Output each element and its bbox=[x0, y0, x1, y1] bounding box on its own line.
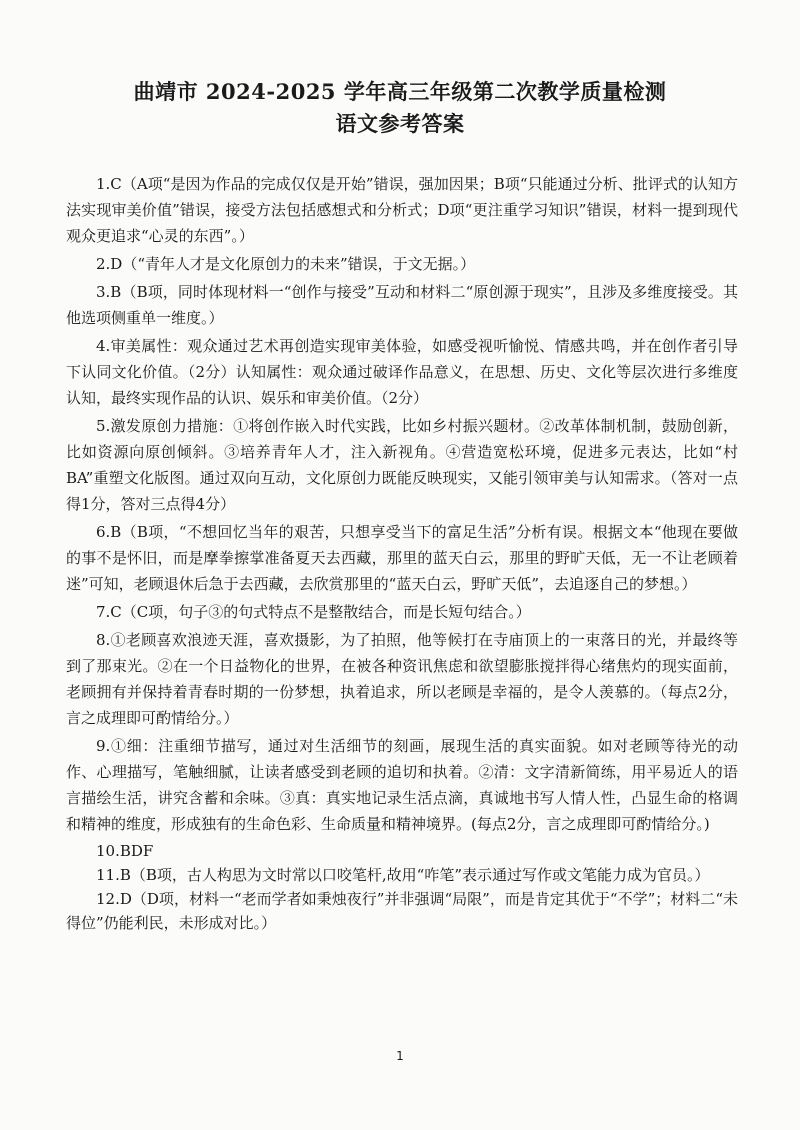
answer-item-8: 8.①老顾喜欢浪迹天涯，喜欢摄影，为了拍照，他等候打在寺庙顶上的一束落日的光，并最终等到了那束光。②在一个日益物化的世界，在被各种资讯焦虑和欲望膨胀搅拌得心绪焦灼的现实面前，老顾拥有并保持着青春时期的一份梦想，执着追求，所以老顾是幸福的，是令人羡慕的。（每点2分，言之成理即可酌情给分。） bbox=[66, 631, 738, 727]
document-title: 曲靖市 2024-2025 学年高三年级第二次教学质量检测 bbox=[133, 79, 667, 104]
answer-item-3: 3.B（B项，同时体现材料一“创作与接受”互动和材料二“原创源于现实”，且涉及多维度接受。其他选项侧重单一维度。） bbox=[66, 283, 738, 327]
answer-item-5: 5.激发原创力措施：①将创作嵌入时代实践，比如乡村振兴题材。②改革体制机制，鼓励创新，比如资源向原创倾斜。③培养青年人才，注入新视角。④营造宽松环境，促进多元表达，比如“村BA”重塑文化版图。通过双向互动，文化原创力既能反映现实，又能引领审美与认知需求。（答对一点得1分，答对三点得4分） bbox=[66, 417, 738, 513]
page-number: 1 bbox=[396, 1049, 404, 1063]
answer-item-11: 11.B（B项，古人构思为文时常以口咬笔杆,故用“咋笔”表示通过写作或文笔能力成为官员。） bbox=[96, 866, 710, 884]
answer-item-1: 1.C（A项“是因为作品的完成仅仅是开始”错误，强加因果；B项“只能通过分析、批评式的认知方法实现审美价值”错误，接受方法包括感想式和分析式；D项“更注重学习知识”错误，材料一提到现代观众更追求“心灵的东西”。） bbox=[66, 175, 738, 245]
answer-item-4: 4.审美属性：观众通过艺术再创造实现审美体验，如感受视听愉悦、情感共鸣，并在创作者引导下认同文化价值。（2分）认知属性：观众通过破译作品意义，在思想、历史、文化等层次进行多维度认知，最终实现作品的认识、娱乐和审美价值。（2分） bbox=[66, 337, 738, 407]
document-subtitle: 语文参考答案 bbox=[335, 111, 465, 136]
answer-list bbox=[66, 171, 738, 935]
answer-item-2: 2.D（“青年人才是文化原创力的未来”错误，于文无据。） bbox=[96, 255, 476, 273]
answer-item-6: 6.B（B项，“不想回忆当年的艰苦，只想享受当下的富足生活”分析有误。根据文本“他现在要做的事不是怀旧，而是摩拳擦掌准备夏天去西藏，那里的蓝天白云，那里的野旷天低，无一不让老顾着迷”可知，老顾退休后急于去西藏，去欣赏那里的“蓝天白云，野旷天低”，去追逐自己的梦想。） bbox=[66, 523, 738, 593]
answer-item-10: 10.BDF bbox=[96, 842, 154, 860]
answer-item-9: 9.①细：注重细节描写，通过对生活细节的刻画，展现生活的真实面貌。如对老顾等待光的动作、心理描写，笔触细腻，让读者感受到老顾的追切和执着。②清：文字清新简练，用平易近人的语言描绘生活，讲究含蓄和余味。③真：真实地记录生活点滴，真诚地书写人情人性，凸显生命的格调和精神的维度，形成独有的生命色彩、生命质量和精神境界。(每点2分，言之成理即可酌情给分。) bbox=[66, 737, 738, 833]
answer-item-7: 7.C（C项，句子③的句式特点不是整散结合，而是长短句结合。） bbox=[96, 603, 531, 621]
answer-item-12: 12.D（D项，材料一“老而学者如秉烛夜行”并非强调“局限”，而是肯定其优于“不学”；材料二“未得位”仍能利民，未形成对比。） bbox=[66, 890, 738, 932]
